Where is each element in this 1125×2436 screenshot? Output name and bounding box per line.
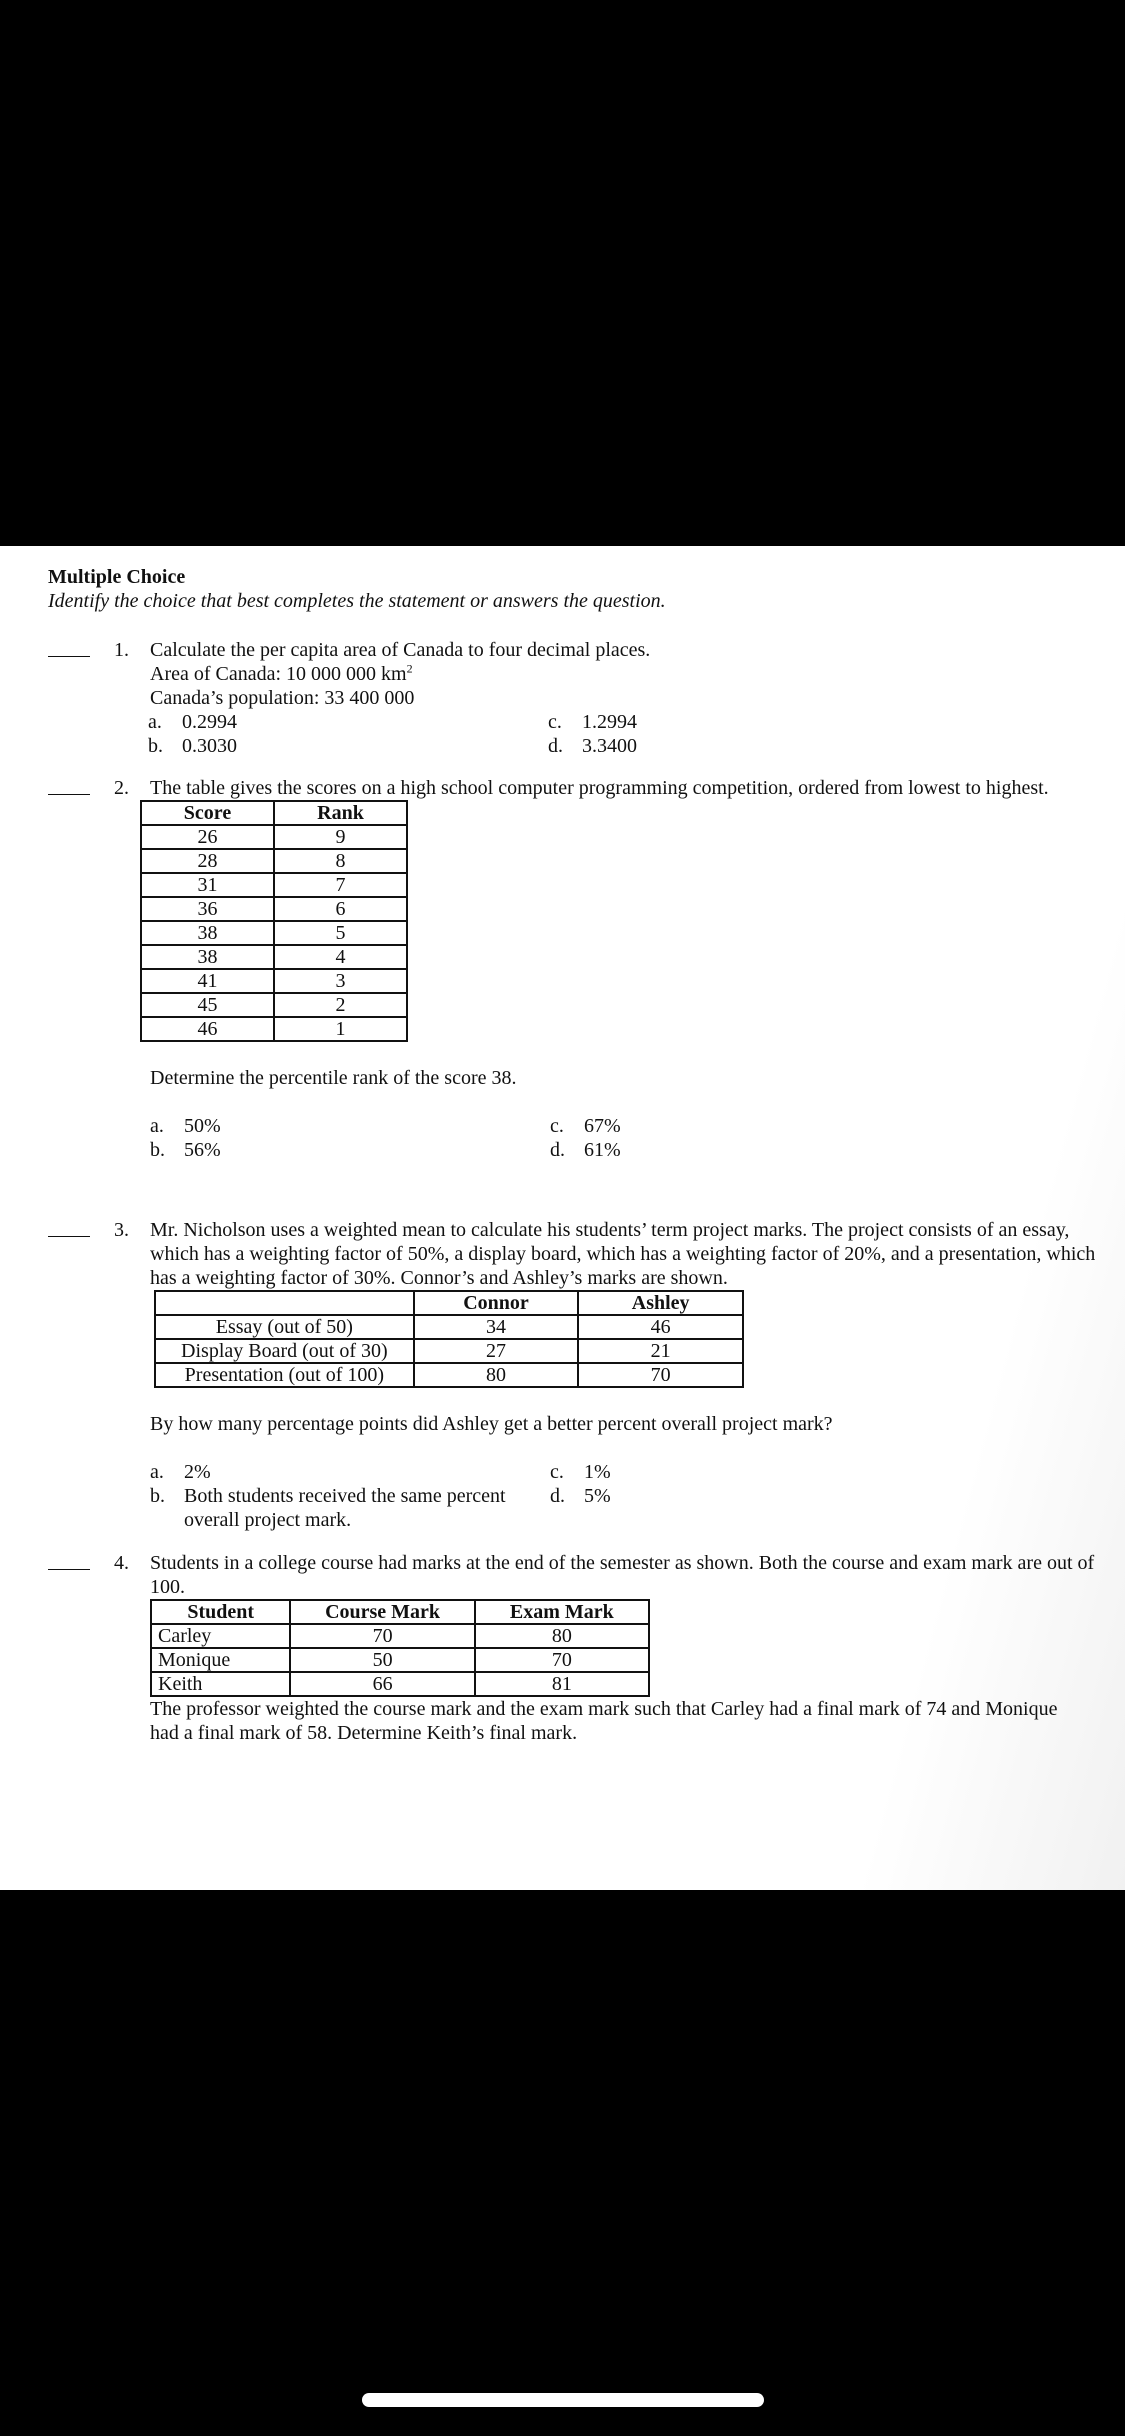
table-row: Presentation (out of 100) 80 70 xyxy=(155,1363,743,1387)
choice-a[interactable]: a. 0.2994 xyxy=(148,711,237,733)
choice-a[interactable]: a. 2% xyxy=(150,1461,211,1483)
question-text: The table gives the scores on a high school computer programming competition, ordered from lowest to highest. xyxy=(150,777,1049,799)
table-row: Carley 70 80 xyxy=(151,1624,649,1648)
table-header: Connor xyxy=(414,1291,579,1315)
marks-table xyxy=(154,1290,744,1388)
choice-b[interactable]: b. 0.3030 xyxy=(148,735,237,757)
table-row: 46 1 xyxy=(141,1017,407,1041)
table-row: 26 9 xyxy=(141,825,407,849)
choice-d[interactable]: d. 61% xyxy=(550,1139,621,1161)
table-row: Keith 66 81 xyxy=(151,1672,649,1696)
answer-blank-4[interactable] xyxy=(48,1569,90,1570)
home-indicator[interactable] xyxy=(362,2393,764,2407)
choice-c[interactable]: c. 1.2994 xyxy=(548,711,637,733)
section-instructions: Identify the choice that best completes the statement or answers the question. xyxy=(48,590,666,612)
answer-blank-1[interactable] xyxy=(48,656,90,657)
table-row: 31 7 xyxy=(141,873,407,897)
question-number: 2. xyxy=(114,777,129,799)
table-row: 38 5 xyxy=(141,921,407,945)
choice-d[interactable]: d. 5% xyxy=(550,1485,611,1507)
table-row: 38 4 xyxy=(141,945,407,969)
table-header xyxy=(155,1291,414,1315)
table-row: 28 8 xyxy=(141,849,407,873)
table-header: Exam Mark xyxy=(475,1600,649,1624)
choice-c[interactable]: c. 1% xyxy=(550,1461,611,1483)
choice-c[interactable]: c. 67% xyxy=(550,1115,621,1137)
section-title: Multiple Choice xyxy=(48,566,186,588)
student-marks-table xyxy=(150,1599,650,1697)
question-text: Students in a college course had marks at the end of the semester as shown. Both the course and exam mark are out of 100. xyxy=(150,1552,1095,1598)
table-row: 45 2 xyxy=(141,993,407,1017)
table-header: Course Mark xyxy=(290,1600,474,1624)
score-rank-table xyxy=(140,800,408,1042)
question-number: 1. xyxy=(114,639,129,661)
choice-d[interactable]: d. 3.3400 xyxy=(548,735,637,757)
table-header: Student xyxy=(151,1600,290,1624)
worksheet-page xyxy=(0,546,1125,1890)
question-prompt: By how many percentage points did Ashley get a better percent overall project mark? xyxy=(150,1413,833,1435)
choice-b[interactable]: b. 56% xyxy=(150,1139,221,1161)
choice-b[interactable]: b. Both students received the same percent overall project mark. xyxy=(150,1485,506,1531)
question-prompt: Determine the percentile rank of the score 38. xyxy=(150,1067,517,1089)
table-row: Display Board (out of 30) 27 21 xyxy=(155,1339,743,1363)
table-row: 41 3 xyxy=(141,969,407,993)
canada-population: Canada’s population: 33 400 000 xyxy=(150,687,415,709)
table-header: Rank xyxy=(274,801,407,825)
question-number: 3. xyxy=(114,1219,129,1241)
question-followup: The professor weighted the course mark and the exam mark such that Carley had a final mark of 74 and Monique had a final mark of 58. Determine Keith’s final mark. xyxy=(150,1698,1058,1744)
answer-blank-2[interactable] xyxy=(48,794,90,795)
table-row: Monique 50 70 xyxy=(151,1648,649,1672)
question-number: 4. xyxy=(114,1552,129,1574)
question-text: Calculate the per capita area of Canada to four decimal places. xyxy=(150,639,651,661)
answer-blank-3[interactable] xyxy=(48,1236,90,1237)
choice-a[interactable]: a. 50% xyxy=(150,1115,221,1137)
table-row: 36 6 xyxy=(141,897,407,921)
area-of-canada: Area of Canada: 10 000 000 $km^2$ xyxy=(150,661,413,685)
question-text: Mr. Nicholson uses a weighted mean to calculate his students’ term project marks. The project consists of an essay, which has a weighting factor of 50%, a display board, which has a weighting factor of 20%, and a presentation, which has a weighting factor of 30%. Connor’s and Ashley’s marks are shown. xyxy=(150,1219,1096,1289)
table-header: Ashley xyxy=(578,1291,743,1315)
table-row: Essay (out of 50) 34 46 xyxy=(155,1315,743,1339)
table-header: Score xyxy=(141,801,274,825)
